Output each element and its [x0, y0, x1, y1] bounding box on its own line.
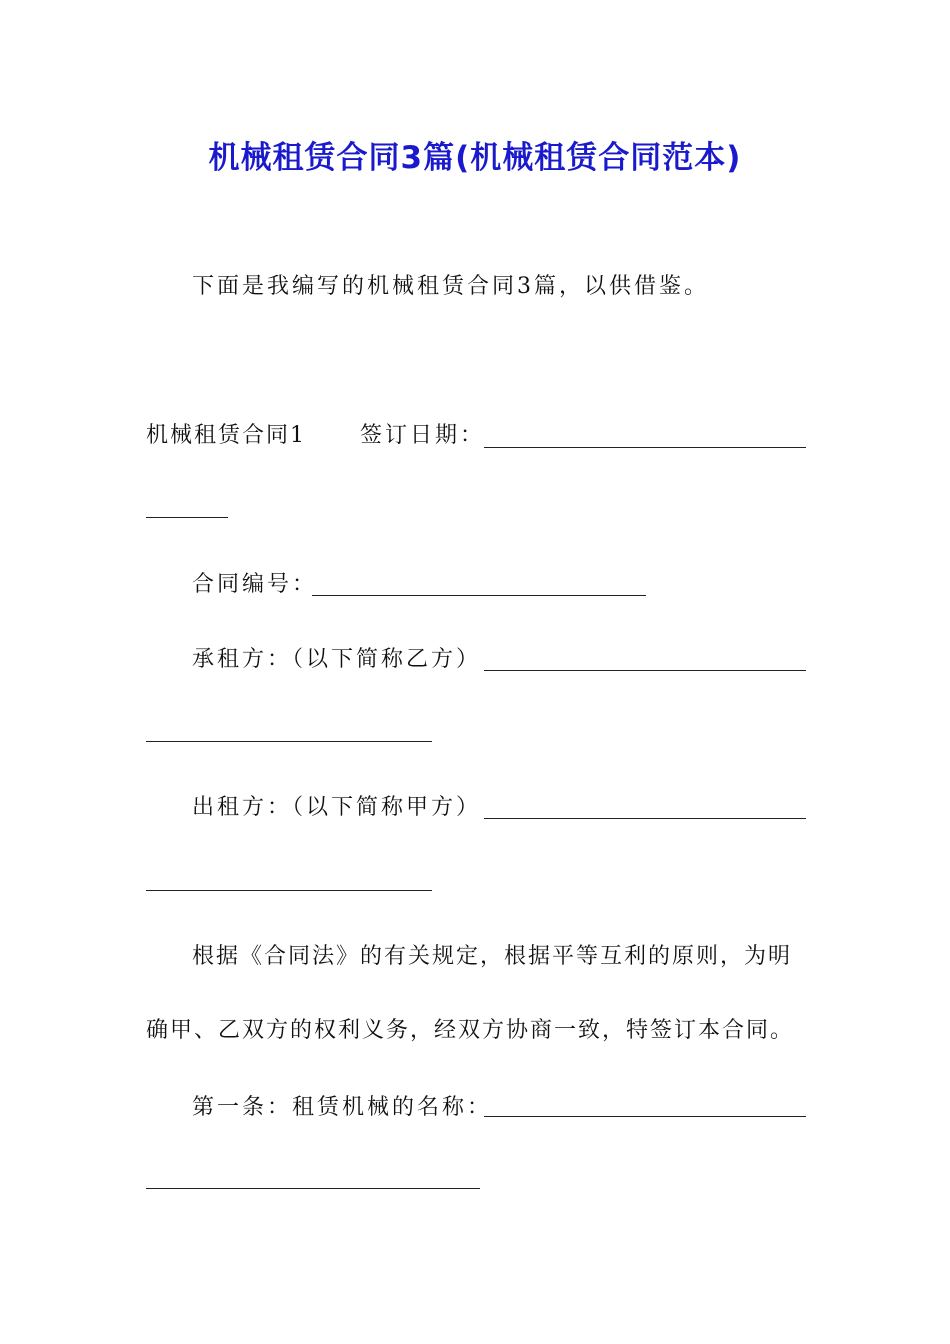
article1-label: 第一条：租赁机械的名称： — [192, 1095, 493, 1120]
lessee-blank — [484, 670, 806, 671]
paragraph-line-2: 确甲、乙双方的权利义务，经双方协商一致，特签订本合同。 — [146, 1018, 795, 1043]
contract-heading: 机械租赁合同1 — [146, 423, 306, 448]
lessee-label: 承租方：（以下简称乙方） — [192, 647, 482, 672]
lessor-label: 出租方：（以下简称甲方） — [192, 795, 482, 820]
article1-blank-cont — [146, 1188, 480, 1189]
paragraph-line-1: 根据《合同法》的有关规定，根据平等互利的原则，为明 — [192, 944, 793, 969]
article1-blank — [484, 1116, 806, 1117]
contract-no-label: 合同编号： — [192, 572, 318, 597]
page-title: 机械租赁合同3篇(机械租赁合同范本) — [208, 140, 742, 176]
lessor-blank — [484, 818, 806, 819]
lessor-blank-cont — [146, 890, 432, 891]
sign-date-blank-cont — [146, 517, 228, 518]
intro-text: 下面是我编写的机械租赁合同3篇，以供借鉴。 — [192, 274, 709, 299]
lessee-blank-cont — [146, 741, 432, 742]
sign-date-blank — [484, 447, 806, 448]
contract-no-blank — [312, 595, 646, 596]
sign-date-label: 签订日期： — [360, 423, 486, 448]
